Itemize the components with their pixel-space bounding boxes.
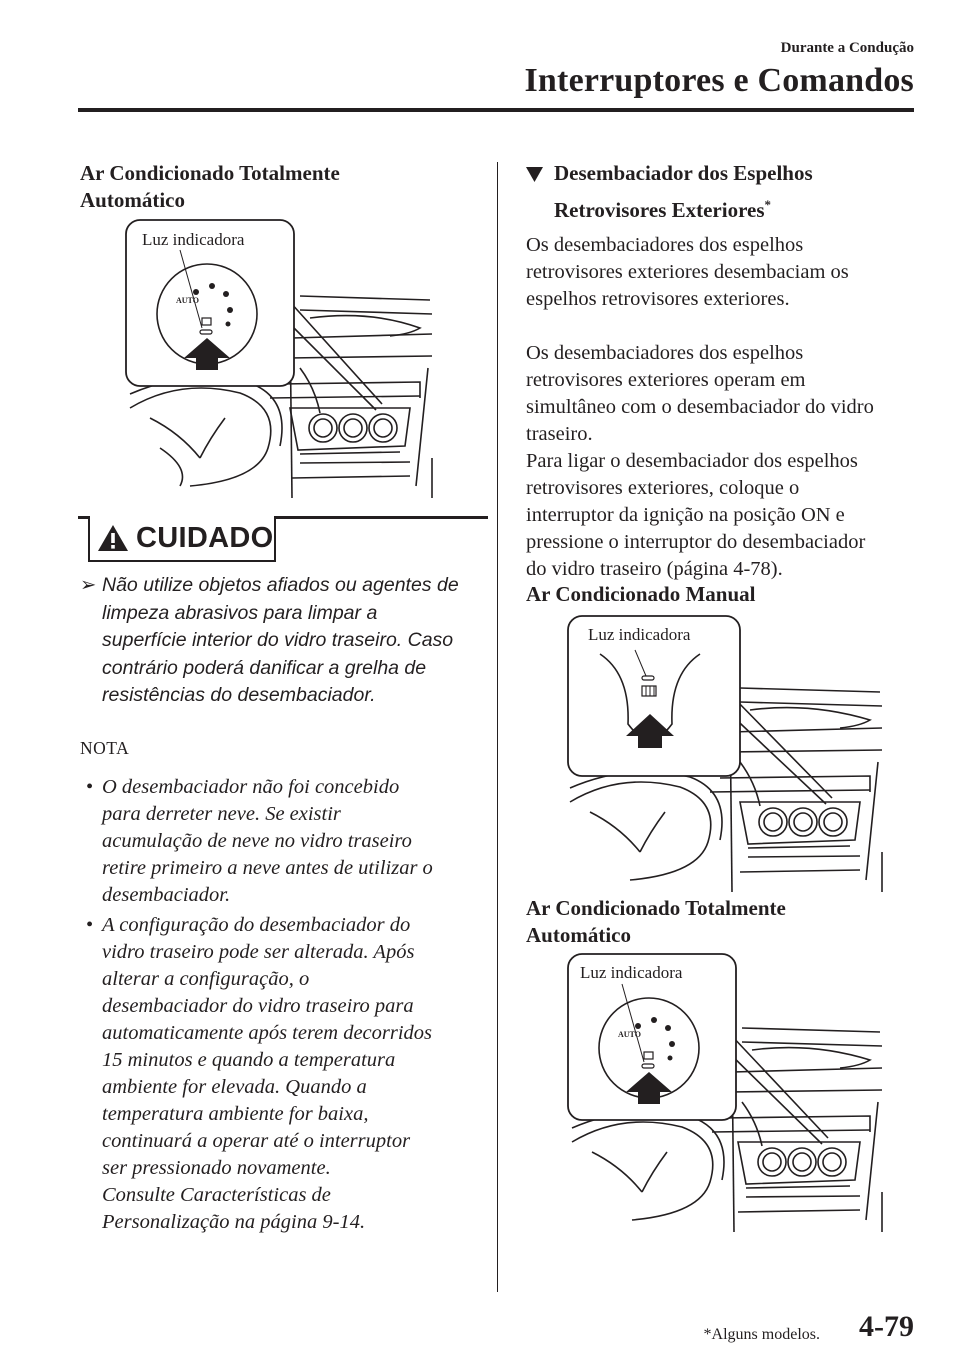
nota-line: vidro traseiro pode ser alterada. Após bbox=[102, 941, 415, 963]
right-heading bbox=[526, 160, 926, 224]
nota-line: ser pressionado novamente. bbox=[102, 1157, 331, 1179]
figure3-callout: Luz indicadora bbox=[580, 963, 683, 982]
column-divider bbox=[497, 162, 498, 1292]
nota-line: Personalização na página 9-14. bbox=[102, 1211, 366, 1233]
nota-line: desembaciador do vidro traseiro para bbox=[102, 995, 414, 1017]
para-line: retrovisores exteriores, coloque o bbox=[526, 477, 800, 499]
para-line: retrovisores exteriores operam em bbox=[526, 369, 806, 391]
header-title: Interruptores e Comandos bbox=[524, 62, 914, 99]
para-line: retrovisores exteriores desembaciam os bbox=[526, 261, 849, 283]
para-line: espelhos retrovisores exteriores. bbox=[526, 288, 790, 310]
dial3-auto-label: AUTO bbox=[618, 1030, 641, 1039]
para-line: do vidro traseiro (página 4-78). bbox=[526, 558, 783, 580]
nota-line: Consulte Características de bbox=[102, 1184, 331, 1206]
nota-line: A configuração do desembaciador do bbox=[102, 914, 411, 936]
sub-heading-manual: Ar Condicionado Manual bbox=[526, 582, 756, 606]
caution-line: Não utilize objetos afiados ou agentes de bbox=[102, 574, 459, 596]
nota-line: acumulação de neve no vidro traseiro bbox=[102, 830, 412, 852]
figure2-callout: Luz indicadora bbox=[588, 625, 691, 644]
nota-line: retire primeiro a neve antes de utilizar o bbox=[102, 857, 433, 879]
right-heading-line2-wrap bbox=[554, 191, 926, 224]
header-rule bbox=[78, 108, 914, 112]
figure1-callout: Luz indicadora bbox=[142, 230, 245, 249]
warning-triangle-icon bbox=[96, 523, 130, 553]
figure-auto-ac-1 bbox=[120, 218, 450, 500]
sub-heading-auto bbox=[526, 895, 786, 949]
nota-item-1 bbox=[86, 774, 478, 909]
arrow-right-icon: ➢ bbox=[80, 574, 97, 596]
para-line: pressione o interruptor do desembaciador bbox=[526, 531, 866, 553]
bullet-icon: • bbox=[86, 776, 94, 798]
sub-heading-auto-line1: Ar Condicionado Totalmente bbox=[526, 896, 786, 920]
nota-line: 15 minutos e quando a temperatura bbox=[102, 1049, 396, 1071]
bullet-icon: • bbox=[86, 914, 94, 936]
nota-line: continuará a operar até o interruptor bbox=[102, 1130, 411, 1152]
right-heading-line1: Desembaciador dos Espelhos bbox=[554, 161, 813, 185]
nota-line: para derreter neve. Se existir bbox=[102, 803, 341, 825]
triangle-down-icon bbox=[526, 167, 543, 182]
caution-label-box bbox=[88, 516, 276, 562]
left-heading bbox=[80, 160, 340, 214]
nota-item-2 bbox=[86, 912, 478, 1236]
nota-line: alterar a configuração, o bbox=[102, 968, 310, 990]
para-line: Os desembaciadores dos espelhos bbox=[526, 342, 804, 364]
header-section: Durante a Condução bbox=[780, 40, 914, 56]
figure-manual-ac bbox=[560, 614, 900, 896]
sub-heading-auto-line2: Automático bbox=[526, 923, 631, 947]
nota-line: ambiente for elevada. Quando a bbox=[102, 1076, 367, 1098]
para-line: Os desembaciadores dos espelhos bbox=[526, 234, 804, 256]
para-line: interruptor da ignição na posição ON e bbox=[526, 504, 845, 526]
nota-title: NOTA bbox=[80, 738, 130, 758]
nota-line: temperatura ambiente for baixa, bbox=[102, 1103, 369, 1125]
caution-label: CUIDADO bbox=[136, 521, 274, 554]
footer-note: *Alguns modelos. bbox=[703, 1326, 820, 1343]
right-para-1 bbox=[526, 232, 926, 313]
para-line: simultâneo com o desembaciador do vidro bbox=[526, 396, 874, 418]
figure-auto-ac-2 bbox=[562, 952, 902, 1234]
caution-text bbox=[78, 572, 478, 710]
left-heading-line2: Automático bbox=[80, 188, 185, 212]
page-number: 4-79 bbox=[859, 1310, 914, 1343]
dial1-auto-label: AUTO bbox=[176, 296, 199, 305]
caution-line: superfície interior do vidro traseiro. Caso bbox=[102, 629, 454, 651]
caution-line: resistências do desembaciador. bbox=[102, 684, 376, 706]
footnote-mark: * bbox=[764, 197, 772, 212]
nota-line: O desembaciador não foi concebido bbox=[102, 776, 400, 798]
nota-line: desembaciador. bbox=[102, 884, 231, 906]
para-line: Para ligar o desembaciador dos espelhos bbox=[526, 450, 858, 472]
left-heading-line1: Ar Condicionado Totalmente bbox=[80, 161, 340, 185]
caution-line: contrário poderá danificar a grelha de bbox=[102, 656, 427, 679]
nota-line: automaticamente após terem decorridos bbox=[102, 1022, 433, 1044]
para-line: traseiro. bbox=[526, 423, 593, 445]
caution-line: limpeza abrasivos para limpar a bbox=[102, 601, 378, 624]
right-heading-line2: Retrovisores Exteriores bbox=[554, 198, 765, 222]
right-para-2 bbox=[526, 340, 936, 583]
